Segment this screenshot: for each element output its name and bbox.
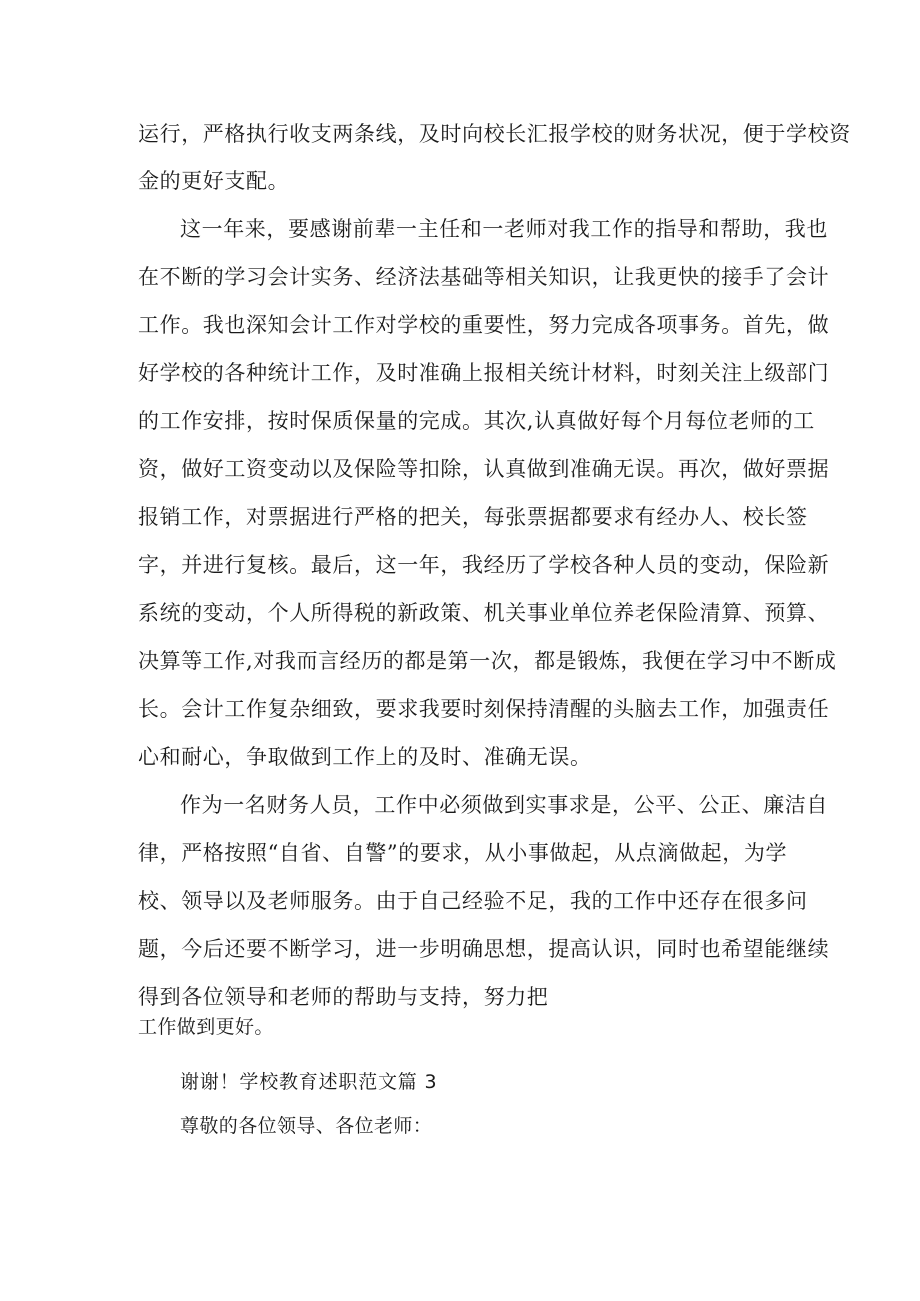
- text-line: 校、领导以及老师服务。由于自己经验不足，我的工作中还存在很多问: [138, 889, 808, 913]
- text-line: 工作。我也深知会计工作对学校的重要性，努力完成各项事务。首先，做: [138, 313, 830, 337]
- text-line: 资，做好工资变动以及保险等扣除，认真做到准确无误。再次，做好票据: [138, 457, 830, 481]
- text-line: 工作做到更好。: [138, 1016, 274, 1038]
- section-heading: 谢谢！学校教育述职范文篇 3: [180, 1071, 438, 1093]
- text-line: 运行，严格执行收支两条线，及时向校长汇报学校的财务状况，便于学校资: [138, 122, 851, 146]
- text-line: 长。会计工作复杂细致，要求我要时刻保持清醒的头脑去工作，加强责任: [138, 697, 830, 721]
- text-line: 好学校的各种统计工作，及时准确上报相关统计材料，时刻关注上级部门: [138, 361, 830, 385]
- text-line: 金的更好支配。: [138, 169, 290, 193]
- paragraph-start-line: 这一年来，要感谢前辈一主任和一老师对我工作的指导和帮助，我也: [180, 217, 828, 241]
- text-line: 报销工作，对票据进行严格的把关，每张票据都要求有经办人、校长签: [138, 505, 808, 529]
- text-line: 得到各位领导和老师的帮助与支持，努力把: [138, 985, 549, 1009]
- text-line: 系统的变动，个人所得税的新政策、机关事业单位养老保险清算、预算、: [138, 601, 830, 625]
- salutation-line: 尊敬的各位领导、各位老师：: [180, 1115, 433, 1137]
- text-line: 律，严格按照“自省、自警”的要求，从小事做起，从点滴做起，为学: [138, 841, 788, 865]
- text-line: 题，今后还要不断学习，进一步明确思想，提高认识，同时也希望能继续: [138, 937, 830, 961]
- text-line: 的工作安排，按时保质保量的完成。其次,认真做好每个月每位老师的工: [138, 409, 815, 433]
- text-line: 字，并进行复核。最后，这一年，我经历了学校各种人员的变动，保险新: [138, 553, 830, 577]
- text-line: 在不断的学习会计实务、经济法基础等相关知识，让我更快的接手了会计: [138, 265, 830, 289]
- text-line: 心和耐心，争取做到工作上的及时、准确无误。: [138, 745, 592, 769]
- text-line: 决算等工作,对我而言经历的都是第一次，都是锻炼，我便在学习中不断成: [138, 649, 837, 673]
- paragraph-start-line: 作为一名财务人员，工作中必须做到实事求是，公平、公正、廉洁自: [180, 793, 828, 817]
